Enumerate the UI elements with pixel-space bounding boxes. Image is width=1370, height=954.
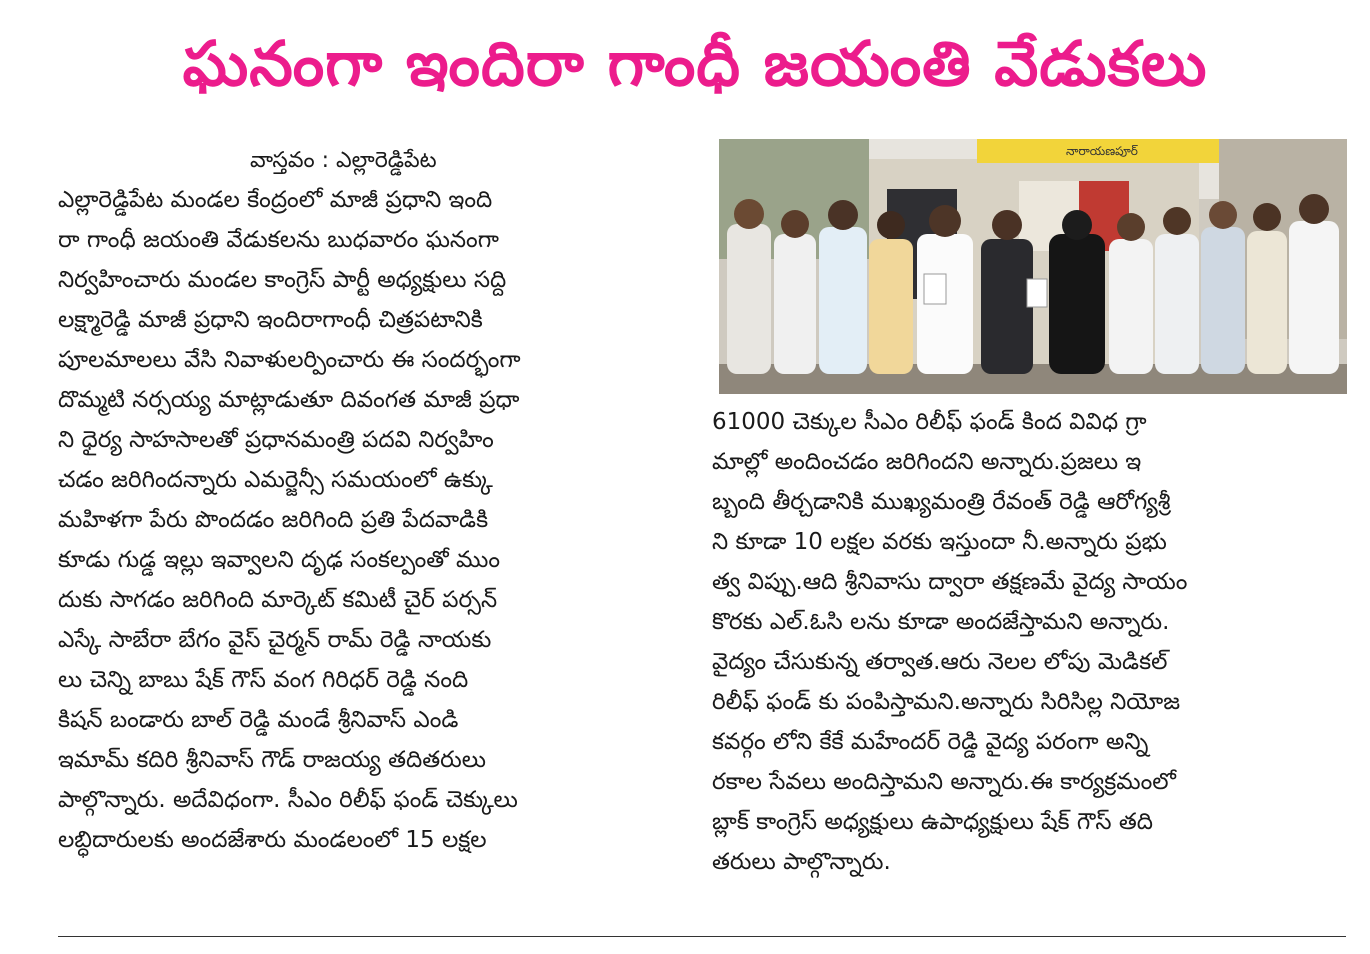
article-line: ఇమామ్ కదిరి శ్రీనివాస్ గౌడ్ రాజయ్య తదితరులు: [58, 747, 487, 773]
news-photo: [719, 139, 1347, 394]
article-line: త్వ విప్పు.ఆది శ్రీనివాసు ద్వారా తక్షణమే వైద్య సాయం: [712, 569, 1188, 595]
article-line: దుకు సాగడం జరిగింది మార్కెట్ కమిటీ చైర్ పర్సన్: [58, 587, 498, 613]
article-line: తరులు పాల్గొన్నారు.: [712, 849, 891, 875]
dateline: వాస్తవం : ఎల్లారెడ్డిపేట: [250, 148, 437, 173]
article-line: పూలమాలలు వేసి నివాళులర్పించారు ఈ సందర్భంగా: [58, 347, 521, 373]
article-line: రిలీఫ్ ఫండ్ కు పంపిస్తామని.అన్నారు సిరిసిల్ల నియోజ: [712, 689, 1181, 715]
shop-sign-text: నారాయణపూర్: [1066, 144, 1138, 158]
article-line: మహిళగా పేరు పొందడం జరిగింది ప్రతి పేదవాడికి: [58, 507, 489, 533]
article-line: రా గాంధీ జయంతి వేడుకలను బుధవారం ఘనంగా: [58, 227, 499, 253]
article-line: రకాల సేవలు అందిస్తామని అన్నారు.ఈ కార్యక్రమంలో: [712, 769, 1176, 795]
article-line: పాల్గొన్నారు. అదేవిధంగా. సీఎం రిలీఫ్ ఫండ్ చెక్కులు: [58, 787, 518, 813]
article-line: కవర్గం లోని కేకే మహేందర్ రెడ్డి వైద్య పరంగా అన్ని: [712, 729, 1149, 755]
article-line: 61000 చెక్కుల సీఎం రిలీఫ్ ఫండ్ కింద వివిధ గ్రా: [712, 409, 1147, 435]
article-line: బ్లాక్ కాంగ్రెస్ అధ్యక్షులు ఉపాధ్యక్షులు షేక్ గౌస్ తది: [712, 809, 1153, 835]
article-line: వైద్యం చేసుకున్న తర్వాత.ఆరు నెలల లోపు మెడికల్: [712, 649, 1168, 675]
article-line: లబ్ధిదారులకు అందజేశారు మండలంలో 15 లక్షల: [58, 827, 487, 853]
article-line: ని కూడా 10 లక్షల వరకు ఇస్తుందా నీ.అన్నారు ప్రభు: [712, 529, 1167, 555]
article-left-column: [58, 180, 690, 860]
article-line: మాల్లో అందించడం జరిగిందని అన్నారు.ప్రజలు ఇ: [712, 449, 1142, 475]
article-line: కిషన్ బండారు బాల్ రెడ్డి మండే శ్రీనివాస్ ఎండి: [58, 707, 459, 733]
article-line: ఎస్కే సాబేరా బేగం వైస్ చైర్మన్ రామ్ రెడ్డి నాయకు: [58, 627, 492, 653]
group-photo-illustration: [719, 139, 1347, 394]
article-line: కూడు గుడ్డ ఇల్లు ఇవ్వాలని దృఢ సంకల్పంతో ముం: [58, 547, 500, 573]
bottom-divider: [58, 936, 1346, 937]
article-line: కొరకు ఎల్.ఓసి లను కూడా అందజేస్తామని అన్నారు.: [712, 609, 1170, 635]
article-right-column: [712, 402, 1348, 882]
article-line: లక్ష్మారెడ్డి మాజీ ప్రధాని ఇందిరాగాంధీ చిత్రపటానికి: [58, 307, 483, 333]
article-line: లు చెన్ని బాబు షేక్ గౌస్ వంగ గిరిధర్ రెడ్డి నంది: [58, 667, 469, 693]
article-line: దొమ్మటి నర్సయ్య మాట్లాడుతూ దివంగత మాజీ ప్రధా: [58, 387, 520, 413]
article-line: ని ధైర్య సాహసాలతో ప్రధానమంత్రి పదవి నిర్వహిం: [58, 427, 494, 453]
article-line: బ్బంది తీర్చడానికి ముఖ్యమంత్రి రేవంత్ రెడ్డి ఆరోగ్యశ్రీ: [712, 489, 1171, 515]
article-line: చడం జరిగిందన్నారు ఎమర్జెన్సీ సమయంలో ఉక్కు: [58, 467, 493, 493]
article-line: నిర్వహించారు మండల కాంగ్రెస్ పార్టీ అధ్యక్షులు సద్ది: [58, 267, 507, 293]
article-line: ఎల్లారెడ్డిపేట మండల కేంద్రంలో మాజీ ప్రధాని ఇంది: [58, 187, 493, 213]
headline: ఘనంగా ఇందిరా గాంధీ జయంతి వేడుకలు: [182, 27, 1208, 100]
